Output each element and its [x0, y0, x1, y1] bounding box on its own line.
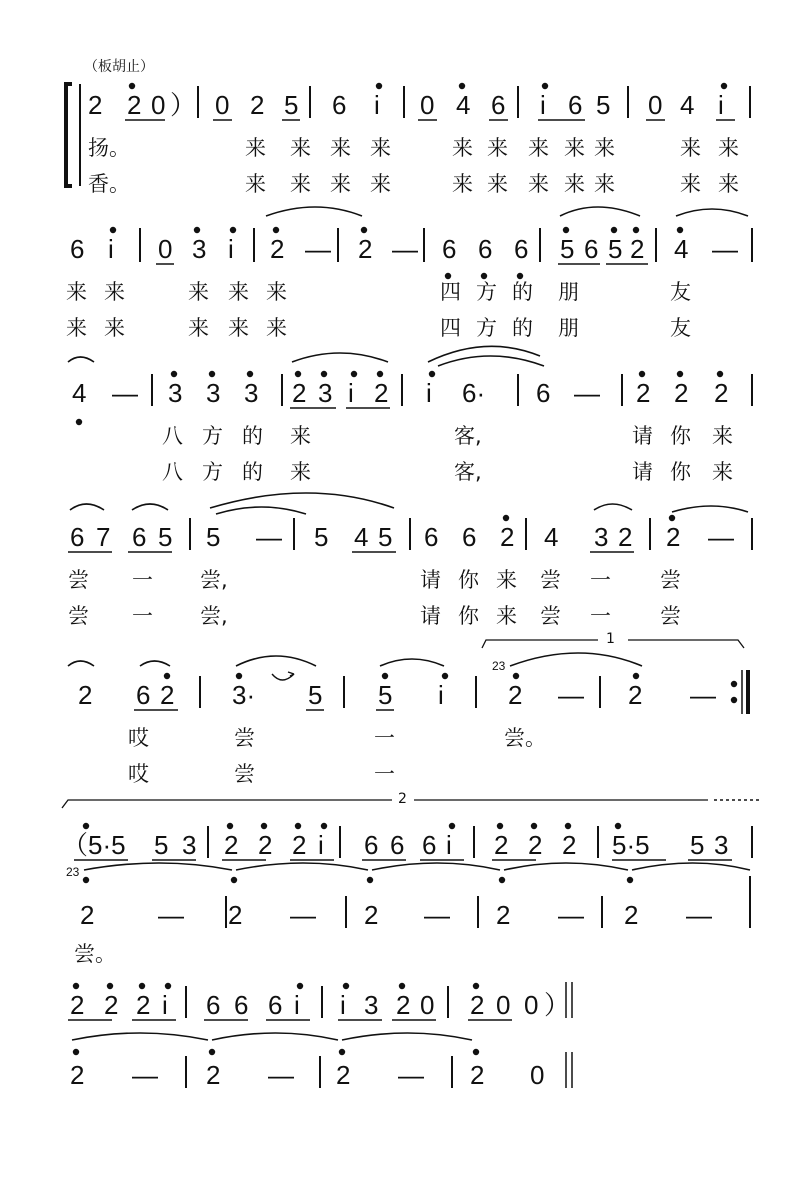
lyric: 的	[242, 460, 263, 484]
note: 5·5	[612, 830, 650, 860]
lyric: 八	[162, 460, 183, 484]
note: 2	[292, 830, 307, 860]
lyric: 来	[712, 460, 733, 484]
note: 5	[378, 680, 393, 710]
lyric: 来	[496, 604, 517, 628]
lyric: 客,	[454, 424, 482, 448]
lyric: 来	[330, 172, 351, 196]
note: 4	[680, 90, 695, 120]
note: 6	[364, 830, 379, 860]
note: i	[374, 90, 380, 120]
note: 2	[258, 830, 273, 860]
note: 3	[168, 378, 183, 408]
note: 2	[78, 680, 93, 710]
note: ）	[544, 990, 571, 1020]
note: 5	[314, 522, 329, 552]
note: 6·	[462, 378, 486, 408]
note: 6	[584, 234, 599, 264]
note: 2	[500, 522, 515, 552]
lyric: 来	[245, 136, 266, 160]
lyric: 来	[290, 460, 311, 484]
note: 6	[132, 522, 147, 552]
note: 2	[714, 378, 729, 408]
note: 4	[674, 234, 689, 264]
note: 2	[508, 680, 523, 710]
note: 2	[674, 378, 689, 408]
note: 2	[127, 90, 142, 120]
note: 2	[470, 990, 485, 1020]
note: i	[318, 830, 324, 860]
note: —	[690, 680, 716, 710]
note: 0	[496, 990, 511, 1020]
note: 2	[624, 900, 639, 930]
lyric: 来	[188, 280, 209, 304]
note: 2	[160, 680, 175, 710]
note: 6	[478, 234, 493, 264]
note: —	[574, 378, 600, 408]
note: 5	[596, 90, 611, 120]
note: 6	[390, 830, 405, 860]
lyric: 来	[496, 568, 517, 592]
note: i	[294, 990, 300, 1020]
note: 6	[422, 830, 437, 860]
note: i	[340, 990, 346, 1020]
lyric: 的	[512, 316, 533, 340]
note: 2	[562, 830, 577, 860]
note: —	[398, 1060, 424, 1090]
note: 4	[354, 522, 369, 552]
lyric: 来	[330, 136, 351, 160]
note: —	[424, 900, 450, 930]
lyric: 方	[202, 460, 223, 484]
note: —	[112, 378, 138, 408]
line-2-markings	[111, 207, 752, 278]
note: 3	[182, 830, 197, 860]
lyric: 请	[420, 604, 441, 628]
lyric: 来	[104, 316, 125, 340]
note: —	[268, 1060, 294, 1090]
note: —	[305, 234, 331, 264]
lyric: 来	[528, 172, 549, 196]
lyric: 来	[718, 172, 739, 196]
note: 6	[424, 522, 439, 552]
note: 2	[494, 830, 509, 860]
note: i	[108, 234, 114, 264]
lyric: 来	[680, 172, 701, 196]
note: 5	[158, 522, 173, 552]
note: 2	[630, 234, 645, 264]
lyric: 哎	[128, 726, 149, 750]
lyric: 来	[564, 136, 585, 160]
lyric: 八	[162, 424, 183, 448]
lyric: 一	[590, 568, 611, 592]
lyric: 来	[290, 172, 311, 196]
lyric: 一	[590, 604, 611, 628]
lyric: 来	[188, 316, 209, 340]
lyric: 来	[594, 172, 615, 196]
note: 0	[420, 990, 435, 1020]
note: 3·	[232, 680, 256, 710]
lyric: 来	[487, 172, 508, 196]
note: ）	[170, 90, 197, 120]
lyric: 一	[374, 762, 395, 786]
lyric: 来	[245, 172, 266, 196]
lyric: 香。	[88, 172, 130, 196]
lyric: 尝	[660, 604, 681, 628]
note: 2	[80, 900, 95, 930]
note: 2	[104, 990, 119, 1020]
note: —	[712, 234, 738, 264]
note: 6	[491, 90, 506, 120]
note: 2	[374, 378, 389, 408]
note: 6	[536, 378, 551, 408]
note: i	[438, 680, 444, 710]
note: 6	[442, 234, 457, 264]
volta-2-label: 2	[398, 791, 407, 807]
note: —	[558, 900, 584, 930]
lyric: 来	[266, 316, 287, 340]
lyric: 方	[202, 424, 223, 448]
note: 2	[628, 680, 643, 710]
note: i	[718, 90, 724, 120]
lyric: 来	[452, 136, 473, 160]
note: 2	[666, 522, 681, 552]
note: 6	[234, 990, 249, 1020]
note: 2	[470, 1060, 485, 1090]
note: i	[228, 234, 234, 264]
note: —	[392, 234, 418, 264]
note: 2	[70, 1060, 85, 1090]
note: 5	[284, 90, 299, 120]
note: 6	[568, 90, 583, 120]
lyric: 尝	[660, 568, 681, 592]
lyric: 哎	[128, 762, 149, 786]
lyric: 尝	[234, 726, 255, 750]
note: 5	[560, 234, 575, 264]
note: i	[162, 990, 168, 1020]
lyric: 友	[670, 280, 691, 304]
note: i	[426, 378, 432, 408]
lyric: 尝。	[504, 726, 546, 750]
lyric: 一	[374, 726, 395, 750]
note: 2	[206, 1060, 221, 1090]
note: 5	[206, 522, 221, 552]
lyric: 方	[476, 280, 497, 304]
lyric: 来	[452, 172, 473, 196]
note: —	[256, 522, 282, 552]
lyric: 来	[564, 172, 585, 196]
note: —	[708, 522, 734, 552]
note: 2	[364, 900, 379, 930]
note: 2	[136, 990, 151, 1020]
volta-1-label: 1	[606, 631, 615, 647]
note: 2	[336, 1060, 351, 1090]
note: 4	[72, 378, 87, 408]
lyric: 来	[528, 136, 549, 160]
note: 2	[496, 900, 511, 930]
note: 3	[192, 234, 207, 264]
note: 4	[544, 522, 559, 552]
note: —	[290, 900, 316, 930]
note: 5	[608, 234, 623, 264]
lyric: 友	[670, 316, 691, 340]
note: 0	[530, 1060, 545, 1090]
note: 2	[250, 90, 265, 120]
note: 6	[268, 990, 283, 1020]
lyric: 请	[632, 424, 653, 448]
lyric: 你	[458, 568, 479, 592]
grace-note-line-5: 23	[492, 659, 506, 673]
lyric: 你	[670, 460, 691, 484]
note: 2	[358, 234, 373, 264]
lyric: 尝	[540, 604, 561, 628]
note: 2	[228, 900, 243, 930]
note: —	[132, 1060, 158, 1090]
note: 6	[70, 522, 85, 552]
lyric: 一	[132, 604, 153, 628]
lyric: 来	[290, 136, 311, 160]
lyric: 来	[370, 136, 391, 160]
note: 0	[524, 990, 539, 1020]
lyric: 客,	[454, 460, 482, 484]
lyric: 来	[712, 424, 733, 448]
note: 2	[292, 378, 307, 408]
note: 6	[332, 90, 347, 120]
note: i	[446, 830, 452, 860]
note: i	[348, 378, 354, 408]
note: 6	[136, 680, 151, 710]
lyric: 来	[228, 280, 249, 304]
note: 5	[378, 522, 393, 552]
note: 6	[206, 990, 221, 1020]
note: 2	[636, 378, 651, 408]
note: 0	[420, 90, 435, 120]
note: 3	[364, 990, 379, 1020]
lyric: 尝	[68, 604, 89, 628]
note: 2	[224, 830, 239, 860]
lyric: 来	[718, 136, 739, 160]
lyric: 的	[512, 280, 533, 304]
note: 2	[88, 90, 103, 120]
note: 5	[690, 830, 705, 860]
lyric: 来	[290, 424, 311, 448]
lyric: 来	[66, 316, 87, 340]
lyric: 来	[228, 316, 249, 340]
lyric: 的	[242, 424, 263, 448]
lyric: 尝,	[200, 568, 228, 592]
note: 3	[244, 378, 259, 408]
note: —	[158, 900, 184, 930]
lyric: 你	[458, 604, 479, 628]
note: 6	[462, 522, 477, 552]
grace-note-line-6: 23	[66, 865, 80, 879]
lyric: 尝,	[200, 604, 228, 628]
lyric: 请	[632, 460, 653, 484]
note: 0	[151, 90, 166, 120]
note: 6	[70, 234, 85, 264]
lyric: 你	[670, 424, 691, 448]
note: —	[686, 900, 712, 930]
lyric: 四	[440, 316, 461, 340]
lyric: 朋	[558, 316, 579, 340]
note: （5·5	[62, 830, 126, 860]
note: 4	[456, 90, 471, 120]
note: 3	[318, 378, 333, 408]
lyric: 来	[66, 280, 87, 304]
lyric: 来	[370, 172, 391, 196]
lyric: 扬。	[88, 136, 130, 160]
note: 3	[594, 522, 609, 552]
header-annotation: （板胡止）	[84, 59, 154, 75]
note: 0	[215, 90, 230, 120]
lyric: 尝。	[74, 942, 116, 966]
note: 2	[528, 830, 543, 860]
note: 3	[714, 830, 729, 860]
lyric: 朋	[558, 280, 579, 304]
lyric: 四	[440, 280, 461, 304]
note: —	[558, 680, 584, 710]
lyric: 尝	[540, 568, 561, 592]
lyric: 来	[266, 280, 287, 304]
note: 2	[70, 990, 85, 1020]
lyric: 来	[104, 280, 125, 304]
lyric: 来	[594, 136, 615, 160]
note: 3	[206, 378, 221, 408]
note: 6	[514, 234, 529, 264]
lyric: 一	[132, 568, 153, 592]
lyric: 来	[680, 136, 701, 160]
note: 7	[96, 522, 111, 552]
note: i	[540, 90, 546, 120]
note: 2	[396, 990, 411, 1020]
note: 0	[648, 90, 663, 120]
note: 0	[158, 234, 173, 264]
lyric: 来	[487, 136, 508, 160]
note: 5	[154, 830, 169, 860]
note: 5	[308, 680, 323, 710]
lyric: 尝	[234, 762, 255, 786]
lyric: 尝	[68, 568, 89, 592]
lyric: 请	[420, 568, 441, 592]
note: 2	[618, 522, 633, 552]
lyric: 方	[476, 316, 497, 340]
note: 2	[270, 234, 285, 264]
